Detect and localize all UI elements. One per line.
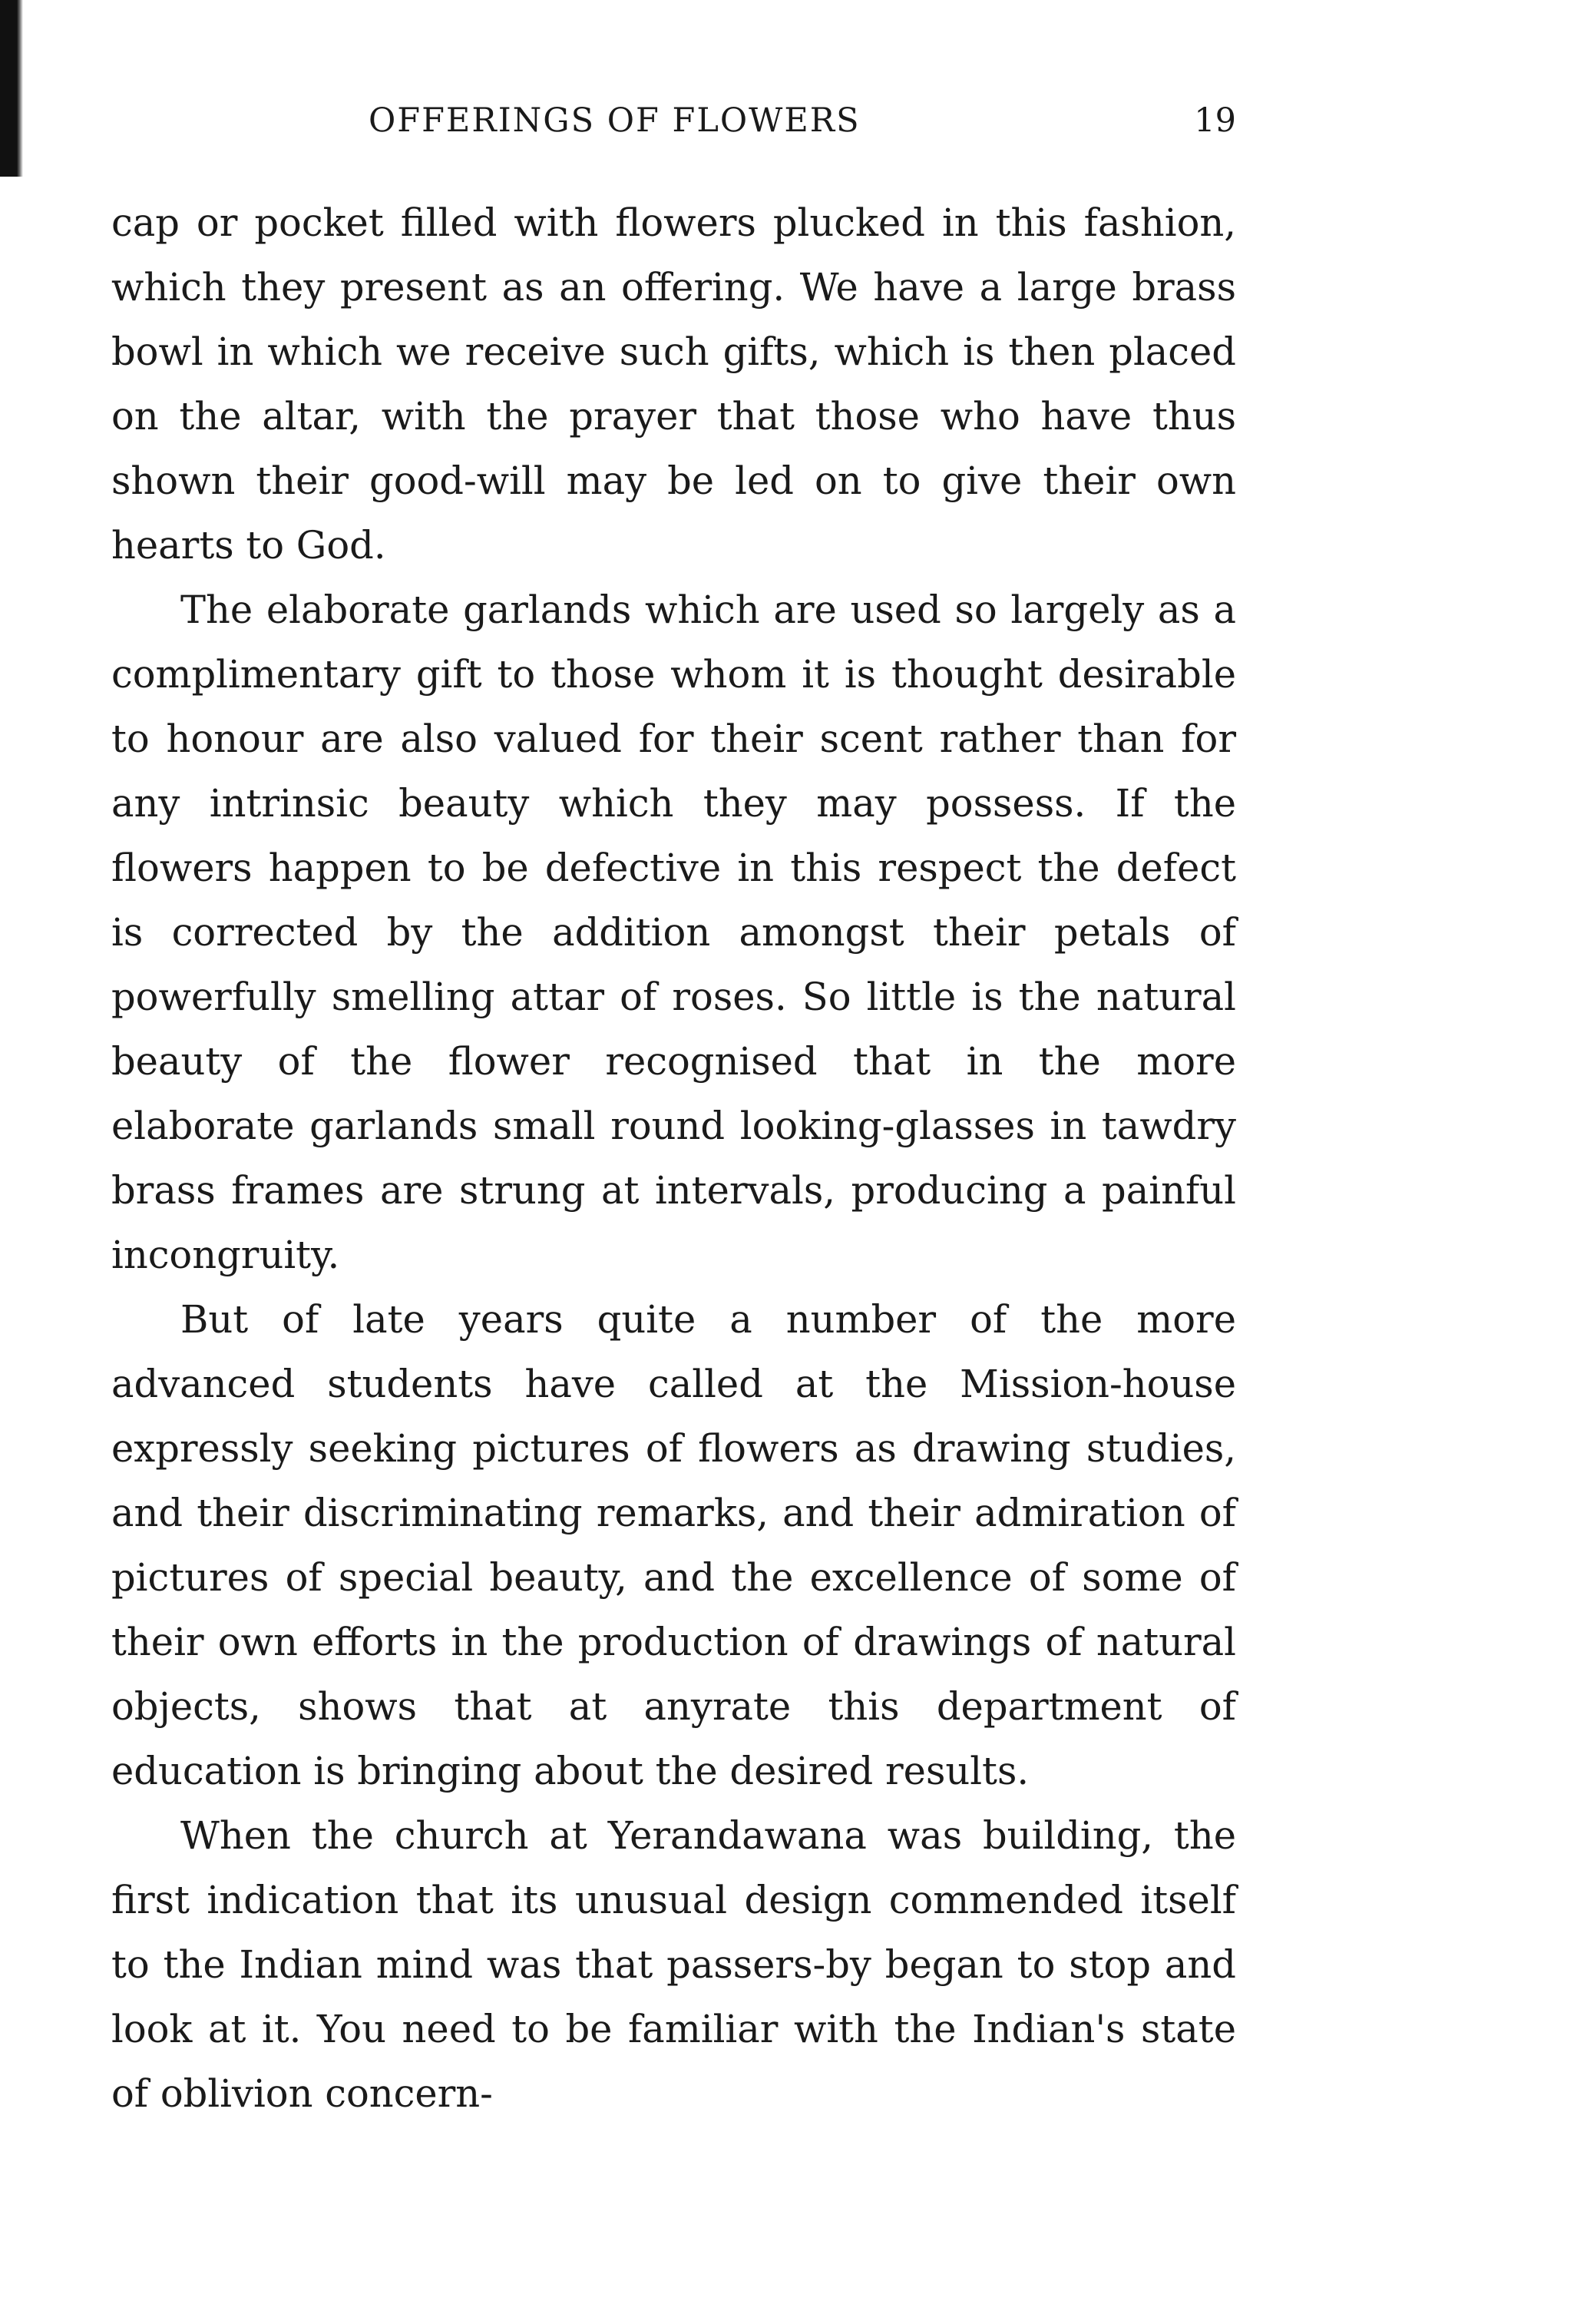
paragraph-1: cap or pocket filled with flowers plucked in this fashion, which they present as an offering. We have a large brass bowl in which we receive such gifts, which is then placed on the altar, with the prayer that those who have thus shown their good-will may be led on to give their own hearts to God. <box>111 200 1236 568</box>
paragraph-2: The elaborate garlands which are used so largely as a complimentary gift to those whom it is thought desirable to honour are also valued for their scent rather than for any intrinsic beauty which they may possess. If the flowers happen to be defective in this respect the defect is corrected by the addition amongst their petals of powerfully smelling attar of roses. So little is the natural beauty of the flower recognised that in the more elaborate garlands small round looking-glasses in tawdry brass frames are strung at intervals, producing a painful incongruity. <box>111 588 1236 1277</box>
running-head <box>111 92 1236 161</box>
scan-binding-edge <box>0 0 23 177</box>
paragraph-4: When the church at Yerandawana was building, the first indication that its unusual design commended itself to the Indian mind was that passers-by began to stop and look at it. You need to be familiar with the Indian's state of oblivion concern- <box>111 1813 1236 2116</box>
paragraph-3: But of late years quite a number of the more advanced students have called at the Mission-house expressly seeking pictures of flowers as drawing studies, and their discriminating remarks, and their admiration of pictures of special beauty, and the excellence of some of their own efforts in the production of drawings of natural objects, shows that at anyrate this department of education is bringing about the desired results. <box>111 1297 1236 1793</box>
running-title: OFFERINGS OF FLOWERS <box>369 101 861 140</box>
page-number: 19 <box>1194 101 1236 140</box>
body-text <box>111 190 1236 2126</box>
book-page <box>111 92 1236 2126</box>
